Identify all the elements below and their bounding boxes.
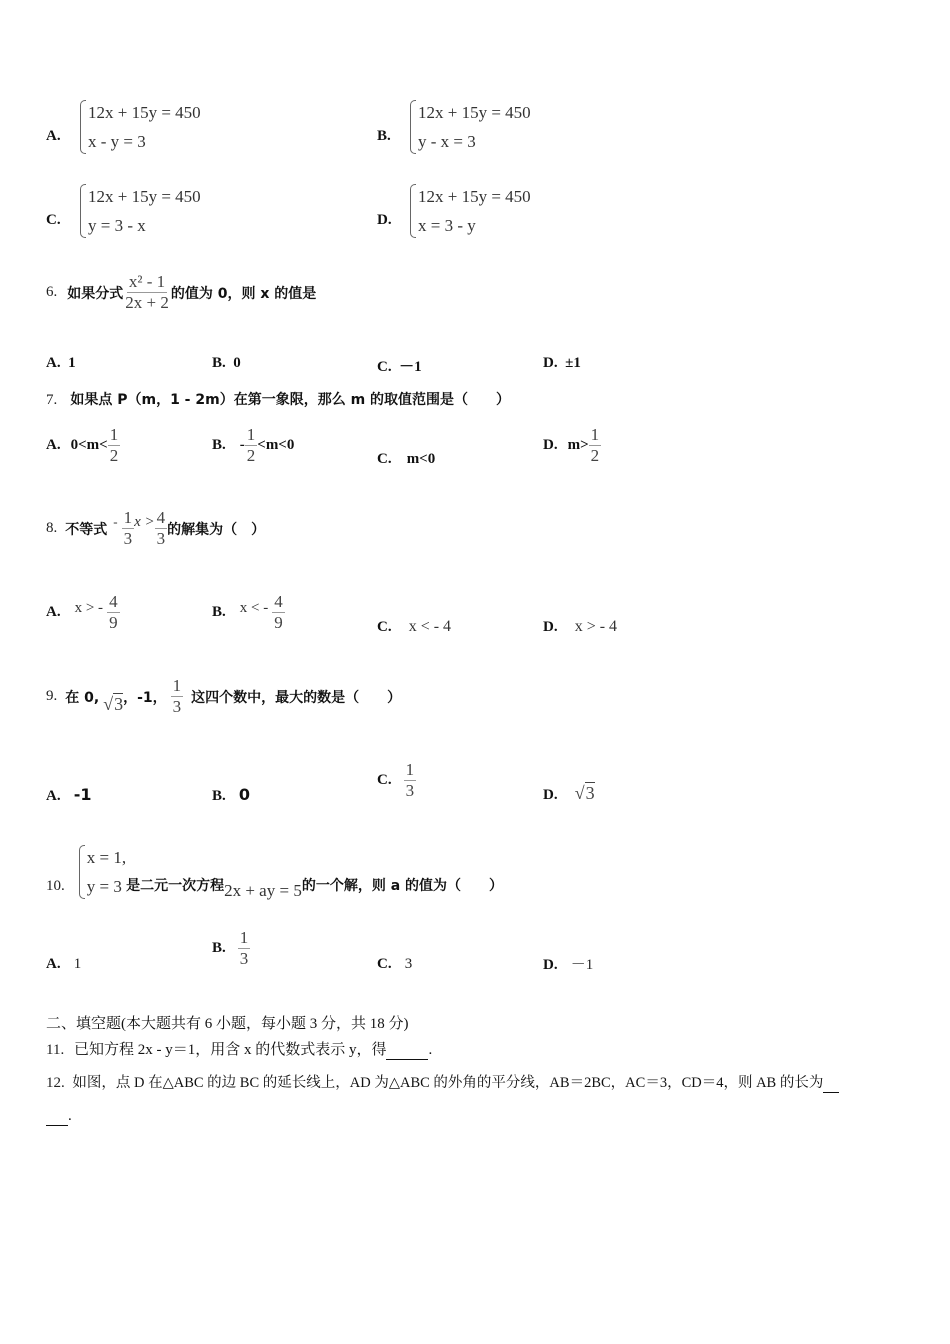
option-text: 1 <box>73 956 82 972</box>
option-c <box>377 448 435 468</box>
equation-1: 12x + 15y = 450 <box>88 187 201 206</box>
answer-blank-part1[interactable] <box>823 1075 839 1093</box>
option-text: m<0 <box>406 451 436 467</box>
option-label: C. <box>377 619 392 635</box>
fraction: $\frac{4}{9}$ <box>109 592 118 632</box>
option-label: B. <box>212 940 226 956</box>
section-heading: 二、填空题(本大题共有 6 小题，每小题 3 分，共 18 分) <box>46 1016 409 1032</box>
option-text: 0 <box>238 785 250 804</box>
question-text: 这四个数中，最大的数是（ ） <box>191 689 402 706</box>
option-label: C. <box>46 212 61 228</box>
option-label: A. <box>46 604 61 620</box>
option-b <box>212 592 285 633</box>
option-label: A. <box>46 956 61 972</box>
option-label: D. <box>543 787 558 803</box>
option-d <box>543 616 617 636</box>
fraction: $\frac{1}{2}$ <box>109 425 119 465</box>
option-text: x < - <box>239 600 269 616</box>
equation-2: y = 3 <box>86 877 122 896</box>
equation-2: x = 3 - y <box>418 216 476 235</box>
equation-system <box>410 98 531 156</box>
question-text: 如果分式 <box>67 285 124 302</box>
option-b: B. 0 <box>212 355 241 371</box>
option-label: D. <box>377 212 392 228</box>
numerator: x² - 1 <box>128 272 166 291</box>
equation-system <box>80 98 201 156</box>
question-text: 的一个解，则 a 的值为（ ） <box>301 878 504 894</box>
option-label: A. <box>46 788 61 804</box>
minus-sign: - <box>113 514 118 529</box>
option-label: C. <box>377 451 392 467</box>
equation-2: y = 3 - x <box>88 216 146 235</box>
question-number: 6. <box>46 284 58 300</box>
option-text: - <box>239 437 245 453</box>
fraction: $\frac{1}{3}$ <box>239 928 249 968</box>
question-number: 10. <box>46 878 65 894</box>
question-6 <box>46 272 316 313</box>
option-text: m> <box>567 437 589 453</box>
variable: x > <box>134 514 155 530</box>
option-b <box>212 425 294 466</box>
option-a <box>46 425 120 466</box>
equation-2: y - x = 3 <box>418 132 476 151</box>
option-label: D. <box>543 619 558 635</box>
option-b <box>212 928 250 969</box>
option-text: x > - 4 <box>574 618 618 635</box>
question-number: 8. <box>46 520 58 536</box>
option-d <box>543 783 595 804</box>
option-label: A. <box>46 437 61 453</box>
option-c <box>377 953 412 973</box>
option-label: A. <box>46 128 61 144</box>
option-text: 3 <box>404 956 413 972</box>
option-b <box>212 785 250 805</box>
option-c <box>377 760 416 801</box>
option-a <box>46 785 91 805</box>
fraction: $\frac{1}{3}$ <box>123 508 133 548</box>
equation-system <box>80 182 201 240</box>
solution-system <box>79 843 126 901</box>
equation-1: 12x + 15y = 450 <box>418 103 531 122</box>
question-10 <box>46 843 503 901</box>
option-label: B. <box>212 437 226 453</box>
question-number: 11. <box>46 1042 65 1058</box>
option-text: -1 <box>73 785 92 804</box>
question-number: 7. <box>46 392 58 408</box>
question-text: 如果点 P（m，1 - 2m）在第一象限，那么 m 的取值范围是（ ） <box>70 392 511 408</box>
period: . <box>428 1042 433 1058</box>
question-11 <box>46 1038 432 1060</box>
fraction <box>123 272 171 313</box>
question-text: 如图，点 D 在△ABC 的边 BC 的延长线上，AD 为△ABC 的外角的平分线，AB＝2BC，AC＝3，CD＝4，则 AB 的长为 <box>72 1075 824 1091</box>
option-a: A. 1 <box>46 355 76 371</box>
period: . <box>68 1108 72 1124</box>
question-text: 的值为 0，则 x 的值是 <box>170 285 317 302</box>
question-number: 9. <box>46 688 58 704</box>
option-label: B. <box>377 128 391 144</box>
option-a <box>46 592 120 633</box>
option-c: C. －1 <box>377 359 422 375</box>
option-text: x < - 4 <box>408 618 452 635</box>
fraction: $\frac{1}{2}$ <box>590 425 600 465</box>
fraction: $\frac{1}{3}$ <box>172 676 182 716</box>
option-d <box>543 953 593 974</box>
denominator: 2x + 2 <box>125 293 169 312</box>
question-8 <box>46 508 265 549</box>
option-text: 0<m< <box>70 437 108 453</box>
option-d: D. ±1 <box>543 355 581 371</box>
equation-1: 12x + 15y = 450 <box>418 187 531 206</box>
option-label: C. <box>377 772 392 788</box>
question-text: 在 0, <box>65 689 100 706</box>
sqrt-expression: √3 <box>574 783 595 803</box>
fraction: $\frac{1}{2}$ <box>246 425 256 465</box>
option-text: －1 <box>570 957 594 973</box>
option-label: D. <box>543 437 558 453</box>
equation-2: x - y = 3 <box>88 132 146 151</box>
option-a <box>46 953 81 973</box>
question-text: 的解集为（ ） <box>167 521 266 538</box>
equation: 2x + ay = 5 <box>224 881 302 900</box>
option-d <box>543 425 601 466</box>
question-12 <box>46 1071 839 1093</box>
fraction: $\frac{4}{3}$ <box>156 508 166 548</box>
equation-1: 12x + 15y = 450 <box>88 103 201 122</box>
question-12-continued <box>46 1108 72 1126</box>
question-text: ，-1， <box>123 689 167 706</box>
option-label: C. <box>377 956 392 972</box>
option-label: D. <box>543 957 558 973</box>
option-text: x > - <box>74 600 104 616</box>
question-9 <box>46 676 401 717</box>
answer-blank-part2[interactable] <box>46 1108 68 1126</box>
option-c <box>377 616 451 636</box>
answer-blank[interactable] <box>386 1042 428 1060</box>
option-text: <m<0 <box>257 437 295 453</box>
sqrt-expression: √3 <box>103 694 124 714</box>
equation-system <box>410 182 531 240</box>
question-text: 不等式 <box>65 521 108 538</box>
option-label: B. <box>212 604 226 620</box>
question-text: 是二元一次方程 <box>126 878 225 894</box>
equation-1: x = 1, <box>86 848 127 867</box>
question-7 <box>46 389 510 409</box>
fraction: $\frac{1}{3}$ <box>405 760 415 800</box>
fraction: $\frac{4}{9}$ <box>274 592 283 632</box>
question-text: 已知方程 2x - y＝1，用含 x 的代数式表示 y，得 <box>73 1042 387 1058</box>
question-number: 12. <box>46 1075 65 1091</box>
option-label: B. <box>212 788 226 804</box>
